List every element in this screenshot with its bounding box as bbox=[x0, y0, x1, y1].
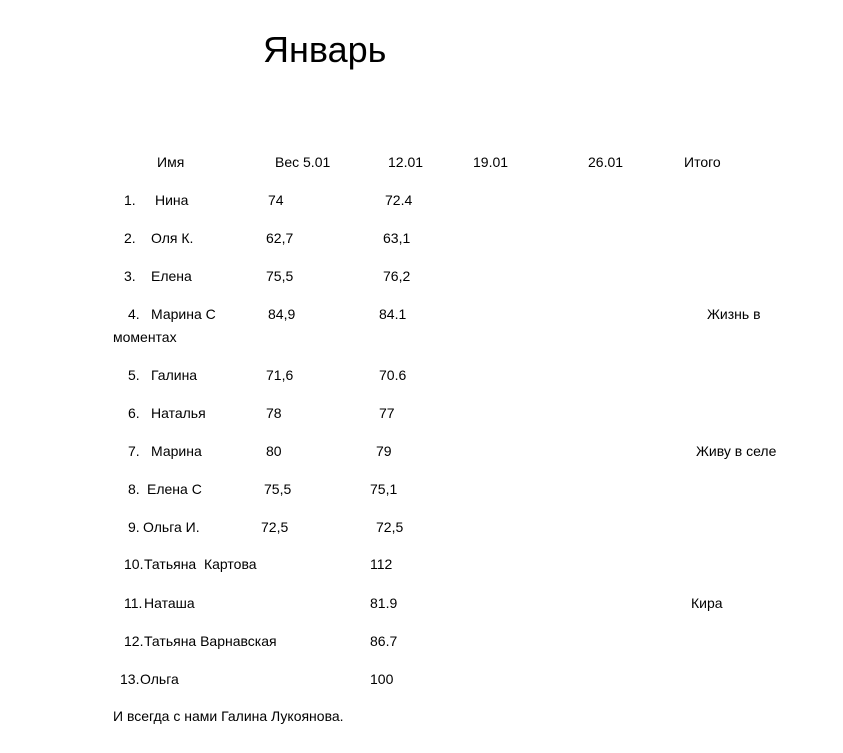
header-total: Итого bbox=[684, 154, 721, 170]
row-note: Кира bbox=[691, 595, 723, 611]
row-number: 7. bbox=[128, 443, 140, 459]
row-weight-1201: 72.4 bbox=[385, 192, 413, 208]
row-weight-1201: 72,5 bbox=[376, 519, 404, 535]
header-date-1201: 12.01 bbox=[388, 154, 424, 170]
header-date-2601: 26.01 bbox=[588, 154, 624, 170]
page-title: Январь bbox=[263, 29, 387, 70]
row-weight-1201: 77 bbox=[379, 405, 395, 421]
row-weight-0501: 75,5 bbox=[266, 268, 294, 284]
row-weight-0501: 72,5 bbox=[261, 519, 289, 535]
row-number: 3. bbox=[124, 268, 136, 284]
row-number: 13. bbox=[120, 671, 140, 687]
row-name: Ольга И. bbox=[143, 519, 200, 535]
row-weight-1201: 76,2 bbox=[383, 268, 411, 284]
row-note: Жизнь в bbox=[707, 306, 761, 322]
header-date-1901: 19.01 bbox=[473, 154, 509, 170]
row-weight-1201: 112 bbox=[370, 556, 393, 572]
row-weight-1201: 100 bbox=[370, 671, 394, 687]
row-name: Елена С bbox=[147, 481, 202, 497]
row-name: Татьяна Картова bbox=[144, 556, 257, 572]
row-name: Галина bbox=[151, 367, 198, 383]
row-name: Елена bbox=[151, 268, 192, 284]
row-weight-0501: 84,9 bbox=[268, 306, 296, 322]
row-weight-1201: 63,1 bbox=[383, 230, 411, 246]
header-name: Имя bbox=[157, 154, 185, 170]
row-number: 1. bbox=[124, 192, 136, 208]
row-name: Наташа bbox=[144, 595, 195, 611]
row-name: Оля К. bbox=[151, 230, 194, 246]
header-weight-0501: Вес 5.01 bbox=[275, 154, 331, 170]
row-number: 5. bbox=[128, 367, 140, 383]
row-number: 11. bbox=[124, 595, 143, 611]
row-weight-1201: 84.1 bbox=[379, 306, 407, 322]
row-name: Нина bbox=[155, 192, 189, 208]
row-weight-1201: 70.6 bbox=[379, 367, 407, 383]
row-weight-0501: 78 bbox=[266, 405, 282, 421]
row-name: Татьяна Варнавская bbox=[144, 633, 277, 649]
footer-text: И всегда с нами Галина Лукоянова. bbox=[113, 708, 344, 724]
row-name: Марина bbox=[151, 443, 202, 459]
row-weight-0501: 62,7 bbox=[266, 230, 294, 246]
row-number: 9. bbox=[128, 519, 140, 535]
row-weight-0501: 71,6 bbox=[266, 367, 294, 383]
row-weight-1201: 81.9 bbox=[370, 595, 398, 611]
row-weight-1201: 75,1 bbox=[370, 481, 398, 497]
row-number: 4. bbox=[128, 306, 140, 322]
row-number: 8. bbox=[128, 481, 140, 497]
row-weight-0501: 80 bbox=[266, 443, 282, 459]
row-name: Ольга bbox=[140, 671, 179, 687]
row-name: Марина С bbox=[151, 306, 216, 322]
row-weight-1201: 86.7 bbox=[370, 633, 398, 649]
row-number: 10. bbox=[124, 556, 144, 572]
row-number: 12. bbox=[124, 633, 144, 649]
row-note: Живу в селе bbox=[696, 443, 777, 459]
row-weight-0501: 75,5 bbox=[264, 481, 292, 497]
row-weight-0501: 74 bbox=[268, 192, 284, 208]
row-note-continued: моментах bbox=[113, 329, 177, 345]
row-number: 6. bbox=[128, 405, 140, 421]
row-name: Наталья bbox=[151, 405, 206, 421]
row-number: 2. bbox=[124, 230, 136, 246]
row-weight-1201: 79 bbox=[376, 443, 392, 459]
